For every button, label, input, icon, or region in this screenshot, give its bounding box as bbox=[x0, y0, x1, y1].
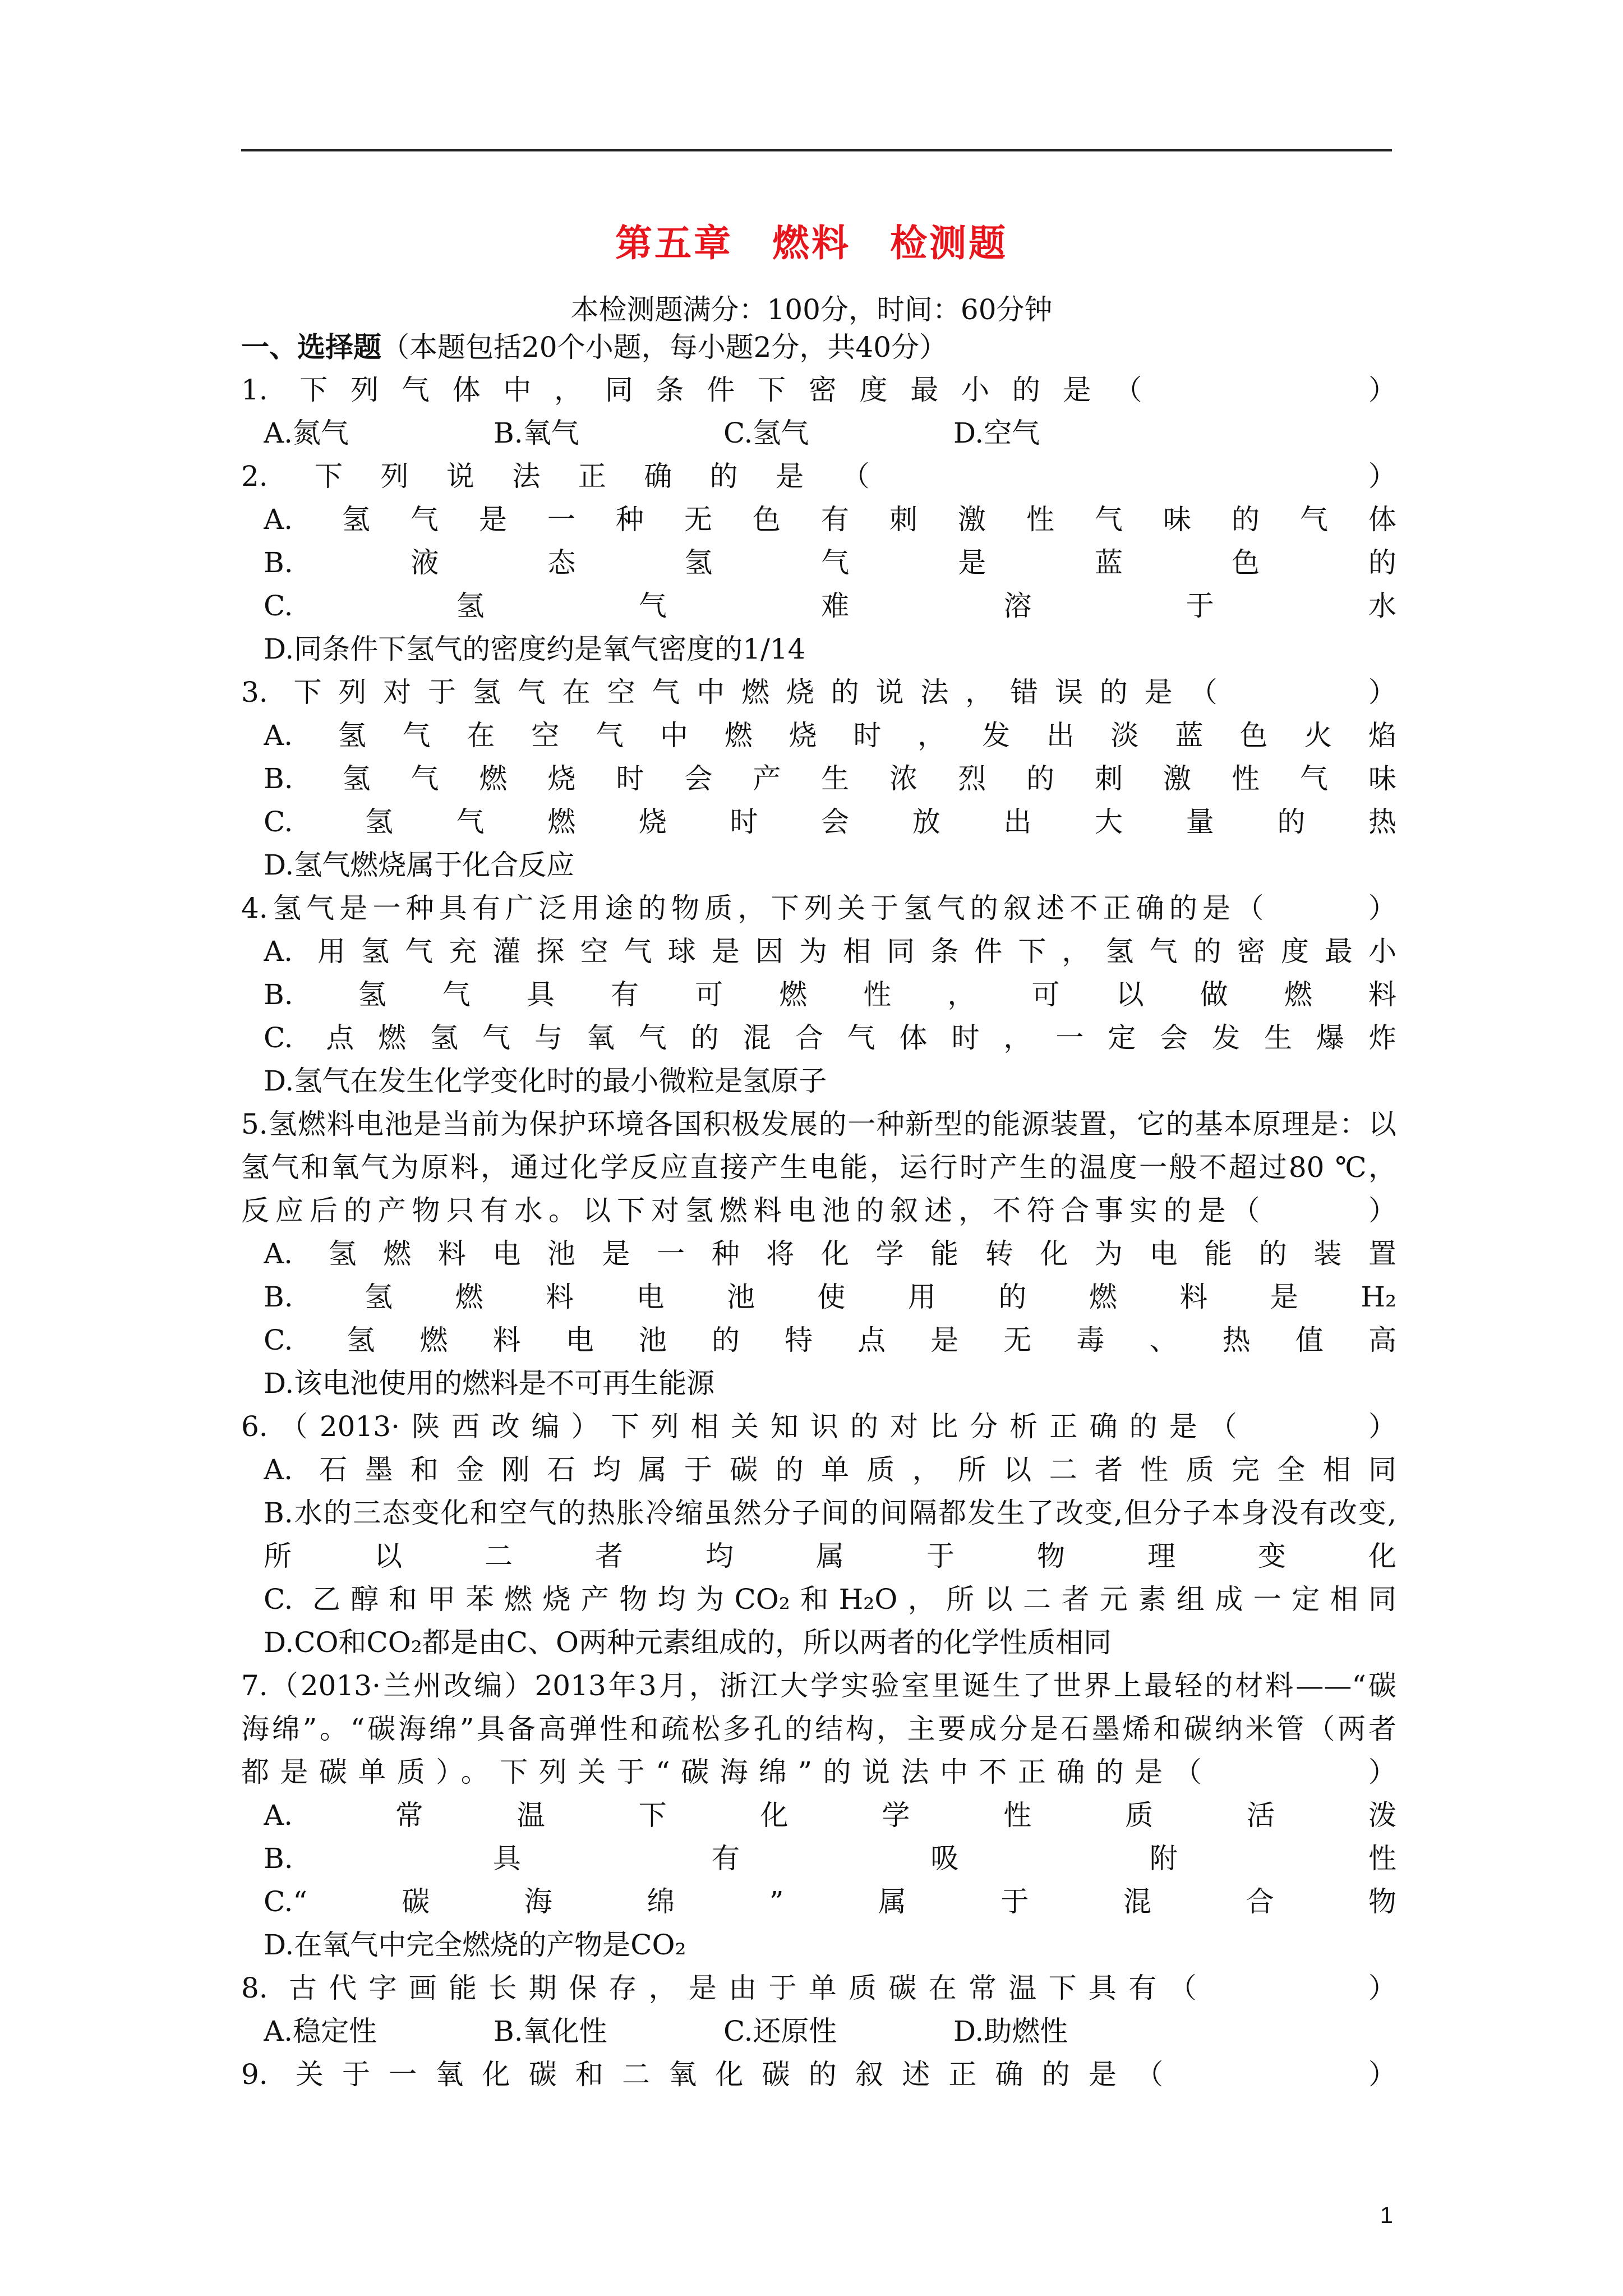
page-title: 第五章 燃料 检测题 bbox=[615, 221, 1008, 265]
page-subtitle: 本检测题满分：100分，时间：60分钟 bbox=[570, 293, 1053, 326]
option-line: B. 氢气具有可燃性，可以做燃料 bbox=[264, 978, 1396, 1011]
option-line: C. 氢气难溶于水 bbox=[264, 590, 1396, 622]
section-label: 一、选择题 bbox=[241, 330, 381, 364]
option: D.空气 bbox=[953, 417, 1040, 449]
question-line: 海绵”。“碳海绵”具备高弹性和疏松多孔的结构，主要成分是石墨烯和碳纳米管（两者 bbox=[241, 1713, 1396, 1745]
section-note: （本题包括20个小题，每小题2分，共40分） bbox=[381, 331, 948, 364]
question-line: 3. 下列对于氢气在空气中燃烧的说法，错误的是（ ） bbox=[241, 676, 1396, 708]
question-line: 6.（2013·陕西改编）下列相关知识的对比分析正确的是（ ） bbox=[241, 1410, 1396, 1443]
option-line: A. 氢燃料电池是一种将化学能转化为电能的装置 bbox=[264, 1237, 1396, 1270]
option: B.氧化性 bbox=[494, 2015, 607, 2047]
option-line: 所以二者均属于物理变化 bbox=[264, 1540, 1396, 1572]
option-line: D.该电池使用的燃料是不可再生能源 bbox=[264, 1367, 715, 1400]
option-line: D.CO和CO₂都是由C、O两种元素组成的，所以两者的化学性质相同 bbox=[264, 1626, 1112, 1659]
header-rule bbox=[241, 149, 1392, 151]
question-line: 2. 下列说法正确的是（ ） bbox=[241, 460, 1396, 493]
section-heading bbox=[241, 325, 1396, 369]
option-line: B. 氢气燃烧时会产生浓烈的刺激性气味 bbox=[264, 762, 1396, 795]
option-line: D.同条件下氢气的密度约是氧气密度的1/14 bbox=[264, 633, 806, 665]
option-line: B. 液态氢气是蓝色的 bbox=[264, 546, 1396, 579]
option-line: B. 具有吸附性 bbox=[264, 1842, 1396, 1875]
option-line: C. 氢燃料电池的特点是无毒、热值高 bbox=[264, 1324, 1396, 1356]
option-line: C. 乙醇和甲苯燃烧产物均为CO₂和H₂O，所以二者元素组成一定相同 bbox=[264, 1583, 1396, 1616]
option-line: D.氢气在发生化学变化时的最小微粒是氢原子 bbox=[264, 1065, 827, 1097]
option: A.稳定性 bbox=[264, 2015, 377, 2047]
question-line: 8. 古代字画能长期保存，是由于单质碳在常温下具有（ ） bbox=[241, 1972, 1396, 2004]
option: D.助燃性 bbox=[953, 2015, 1068, 2047]
option-line: C.“碳海绵”属于混合物 bbox=[264, 1885, 1396, 1918]
option-line: A. 用氢气充灌探空气球是因为相同条件下，氢气的密度最小 bbox=[264, 935, 1396, 968]
question-line: 4.氢气是一种具有广泛用途的物质，下列关于氢气的叙述不正确的是（ ） bbox=[241, 892, 1396, 924]
option-line: D.氢气燃烧属于化合反应 bbox=[264, 849, 575, 881]
question-line: 5.氢燃料电池是当前为保护环境各国积极发展的一种新型的能源装置，它的基本原理是：以 bbox=[241, 1108, 1396, 1140]
option: C.氢气 bbox=[723, 417, 809, 449]
question-line: 9. 关于一氧化碳和二氧化碳的叙述正确的是（ ） bbox=[241, 2058, 1396, 2091]
option-line: B. 氢燃料电池使用的燃料是H₂ bbox=[264, 1281, 1396, 1313]
option: A.氮气 bbox=[264, 417, 349, 449]
question-line: 氢气和氧气为原料，通过化学反应直接产生电能，运行时产生的温度一般不超过80 ℃， bbox=[241, 1151, 1396, 1184]
option: C.还原性 bbox=[723, 2015, 837, 2047]
question-line: 7.（2013·兰州改编）2013年3月，浙江大学实验室里诞生了世界上最轻的材料——“碳 bbox=[241, 1669, 1396, 1702]
option-line: B.水的三态变化和空气的热胀冷缩虽然分子间的间隔都发生了改变,但分子本身没有改变, bbox=[264, 1497, 1396, 1529]
option: B.氧气 bbox=[494, 417, 579, 449]
question-line: 反应后的产物只有水。以下对氢燃料电池的叙述，不符合事实的是（ ） bbox=[241, 1194, 1396, 1227]
question-line: 都是碳单质）。下列关于“碳海绵”的说法中不正确的是（ ） bbox=[241, 1756, 1396, 1788]
option-line: A. 氢气在空气中燃烧时，发出淡蓝色火焰 bbox=[264, 719, 1396, 752]
option-line: D.在氧气中完全燃烧的产物是CO₂ bbox=[264, 1929, 686, 1961]
option-line: A. 氢气是一种无色有刺激性气味的气体 bbox=[264, 503, 1396, 536]
page-number: 1 bbox=[1380, 2202, 1393, 2228]
question-line: 1. 下列气体中，同条件下密度最小的是（ ） bbox=[241, 374, 1396, 406]
option-line: C. 氢气燃烧时会放出大量的热 bbox=[264, 806, 1396, 838]
question-options bbox=[264, 412, 1396, 455]
option-line: C. 点燃氢气与氧气的混合气体时，一定会发生爆炸 bbox=[264, 1022, 1396, 1054]
option-line: A. 石墨和金刚石均属于碳的单质，所以二者性质完全相同 bbox=[264, 1453, 1396, 1486]
option-line: A. 常温下化学性质活泼 bbox=[264, 1799, 1396, 1832]
question-options bbox=[264, 2010, 1396, 2053]
